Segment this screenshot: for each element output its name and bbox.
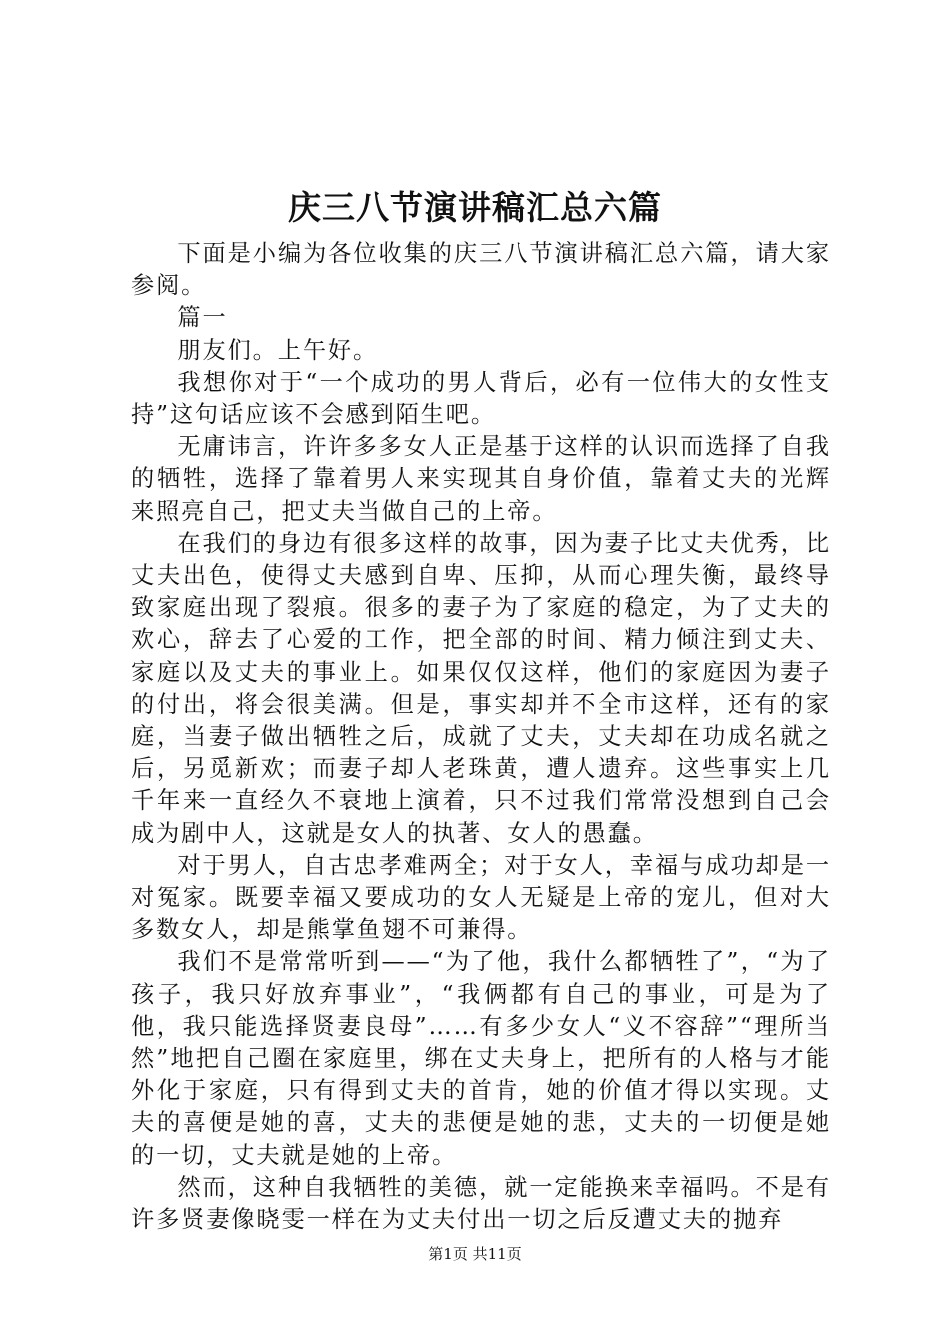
paragraph: 在我们的身边有很多这样的故事，因为妻子比丈夫优秀，比丈夫出色，使得丈夫感到自卑、压抑，从而心理失衡，最终导致家庭出现了裂痕。很多的妻子为了家庭的稳定，为了丈夫的欢心，辞去了心爱的工作，把全部的时间、精力倾注到丈夫、家庭以及丈夫的事业上。如果仅仅这样，他们的家庭因为妻子的付出，将会很美满。但是，事实却并不全市这样，还有的家庭，当妻子做出牺牲之后，成就了丈夫，丈夫却在功成名就之后，另觅新欢；而妻子却人老珠黄，遭人遗弃。这些事实上几千年来一直经久不衰地上演着，只不过我们常常没想到自己会成为剧中人，这就是女人的执著、女人的愚蠢。 xyxy=(131,529,831,847)
paragraph: 然而，这种自我牺牲的美德，就一定能换来幸福吗。不是有许多贤妻像晓雯一样在为丈夫付出一切之后反遭丈夫的抛弃 xyxy=(131,1173,831,1234)
paragraph: 我想你对于“一个成功的男人背后，必有一位伟大的女性支持”这句话应该不会感到陌生吧。 xyxy=(131,368,831,429)
paragraph: 对于男人，自古忠孝难两全；对于女人，幸福与成功却是一对冤家。既要幸福又要成功的女人无疑是上帝的宠儿，但对大多数女人，却是熊掌鱼翅不可兼得。 xyxy=(131,851,831,944)
page-footer: 第1页 共11页 xyxy=(428,1245,522,1263)
paragraph: 下面是小编为各位收集的庆三八节演讲稿汇总六篇，请大家参阅。 xyxy=(131,240,831,300)
paragraph: 无庸讳言，许许多多女人正是基于这样的认识而选择了自我的牺牲，选择了靠着男人来实现其自身价值，靠着丈夫的光辉来照亮自己，把丈夫当做自己的上帝。 xyxy=(131,433,831,525)
document-body xyxy=(131,238,831,1236)
paragraph: 我们不是常常听到——“为了他，我什么都牺牲了”，“为了孩子，我只好放弃事业”，“我俩都有自己的事业，可是为了他，我只能选择贤妻良母”……有多少女人“义不容辞”“理所当然”地把自己圈在家庭里，绑在丈夫身上，把所有的人格与才能外化于家庭，只有得到丈夫的首肯，她的价值才得以实现。丈夫的喜便是她的喜，丈夫的悲便是她的悲，丈夫的一切便是她的一切，丈夫就是她的上帝。 xyxy=(131,948,831,1169)
paragraph: 朋友们。上午好。 xyxy=(177,336,379,364)
document-title: 庆三八节演讲稿汇总六篇 xyxy=(288,188,662,227)
paragraph: 篇一 xyxy=(177,304,228,332)
